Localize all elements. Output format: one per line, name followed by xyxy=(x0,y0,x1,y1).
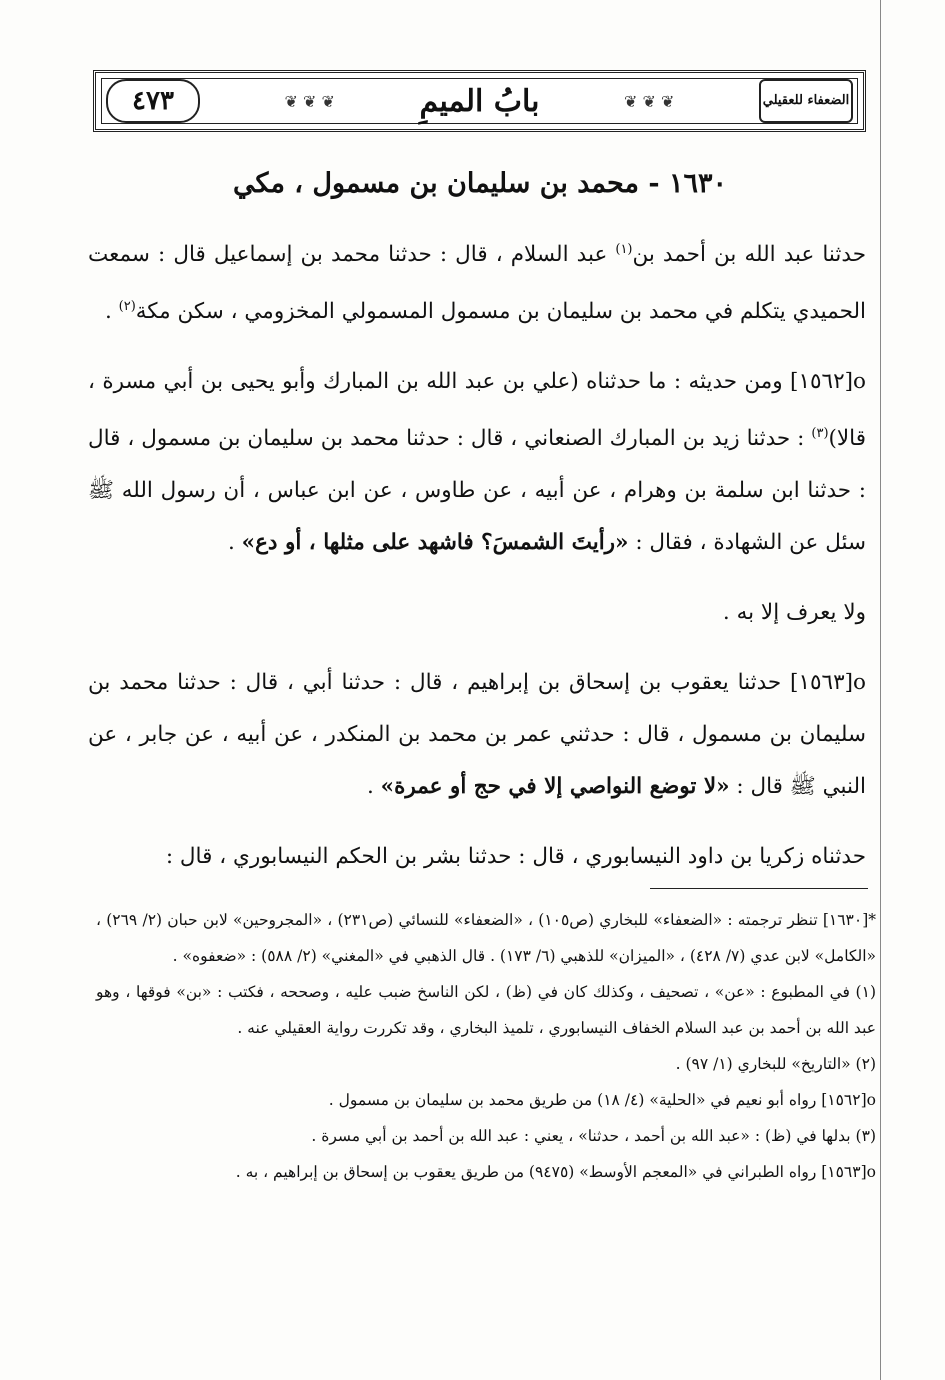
page-edge-line xyxy=(880,0,881,1380)
footnote: (٢) «التاريخ» للبخاري (١/ ٩٧) . xyxy=(675,1055,876,1073)
chapter-title: بابُ الميمِ xyxy=(419,83,540,119)
footnotes xyxy=(96,902,876,1190)
page-number: ٤٧٣ xyxy=(106,79,200,123)
page-header xyxy=(93,70,866,132)
book-emblem: الضعفاء للعقيلي xyxy=(759,79,853,123)
footnote: o[١٥٦٣] رواه الطبراني في «المعجم الأوسط» (٩٤٧٥) من طريق يعقوب بن إسحاق بن إبراهيم ، به . xyxy=(235,1163,876,1181)
hadith-text: «رأيتَ الشمسَ؟ فاشهد على مثلها ، أو دع» xyxy=(241,530,629,556)
main-text xyxy=(88,224,866,883)
paragraph: حدثنا عبد الله بن أحمد بن$^{(١)}$ عبد السلام ، قال : حدثنا محمد بن إسماعيل قال : سمعت الحميدي يتكلم في محمد بن سليمان بن مسمول المسمولي المخزومي ، سكن مكة$^{(٢)}$ . xyxy=(88,242,866,325)
footnote-separator xyxy=(650,888,868,889)
paragraph: o[١٥٦٣] حدثنا يعقوب بن إسحاق بن إبراهيم ، قال : حدثنا أبي ، قال : حدثنا محمد بن سليمان بن مسمول ، قال : حدثني عمر بن محمد بن المنكدر ، عن أبيه ، عن جابر ، عن النبي ﷺ قال : «لا توضع النواصي إلا في حج أو عمرة» . xyxy=(88,670,866,800)
paragraph: حدثناه زكريا بن داود النيسابوري ، قال : حدثنا بشر بن الحكم النيسابوري ، قال : xyxy=(165,844,866,870)
ornament-icon: ❦ ❦ ❦ xyxy=(284,91,335,111)
footnote: (٣) بدلها في (ظ) : «عبد الله بن أحمد ، حدثنا» ، يعني : عبد الله بن أحمد بن أبي مسرة . xyxy=(311,1127,876,1145)
footnote-ref: (١) xyxy=(615,242,633,257)
paragraph: o[١٥٦٢] ومن حديثه : ما حدثناه (علي بن عبد الله بن المبارك وأبو يحيى بن أبي مسرة ، قالا)$^{(٣)}$ : حدثنا زيد بن المبارك الصنعاني ، قال : حدثنا محمد بن سليمان بن مسمول ، قال : حدثنا ابن سلمة بن وهرام ، عن أبيه ، عن طاوس ، عن ابن عباس ، أن رسول الله ﷺ سئل عن الشهادة ، فقال : «رأيتَ الشمسَ؟ فاشهد على مثلها ، أو دع» . xyxy=(88,369,866,556)
hadith-text: «لا توضع النواصي إلا في حج أو عمرة» xyxy=(380,774,730,800)
footnote-ref: (٣) xyxy=(811,426,829,442)
paragraph: ولا يعرف إلا به . xyxy=(722,600,866,626)
footnote-ref: (٢) xyxy=(118,299,136,315)
footnote: o[١٥٦٢] رواه أبو نعيم في «الحلية» (٤/ ١٨) من طريق محمد بن سليمان بن مسمول . xyxy=(328,1091,876,1109)
footnote: *[١٦٣٠] تنظر ترجمته : «الضعفاء» للبخاري (ص١٠٥) ، «الضعفاء» للنسائي (ص٢٣١) ، «المجروحين» لابن حبان (٢/ ٢٦٩) ، «الكامل» لابن عدي (٧/ ٤٢٨) ، «الميزان» للذهبي (٦/ ١٧٣) . قال الذهبي في «المغني» (٢/ ٥٨٨) : «ضعفوه» . xyxy=(96,911,877,965)
footnote: (١) في المطبوع : «عن» ، تصحيف ، وكذلك كان في (ظ) ، لكن الناسخ ضبب عليه ، وصححه ، فكتب : «بن» فوقها ، وهو عبد الله بن أحمد بن عبد السلام الخفاف النيسابوري ، تلميذ البخاري ، وقد تكررت رواية العقيلي عنه . xyxy=(96,983,876,1037)
ornament-icon: ❦ ❦ ❦ xyxy=(624,91,675,111)
entry-title: ١٦٣٠ - محمد بن سليمان بن مسمول ، مكي xyxy=(233,168,727,199)
